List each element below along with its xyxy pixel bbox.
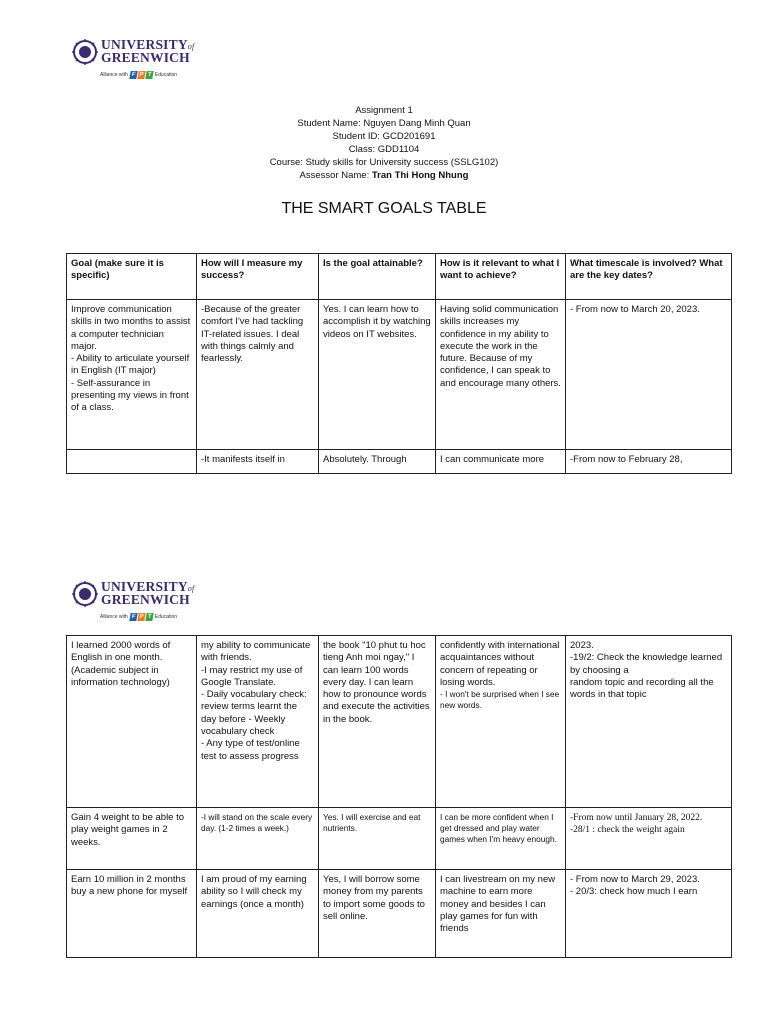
header-attainable: Is the goal attainable? [319,254,436,300]
logo-greenwich: GREENWICH [101,50,190,65]
logo-alliance: Alliance with F P T Education [100,614,178,620]
fpt-logo-icon: F P T [130,614,152,620]
table-cell [67,450,197,474]
class-line: Class: GDD1104 [348,144,420,155]
table-cell: Yes, I will borrow some money from my parents to import some goods to sell online. [319,870,436,958]
header-relevant: How is it relevant to what I want to achieve? [436,254,566,300]
table-cell: Improve communication skills in two months to assist a computer technician major. - Ability to articulate yourself in English (IT major) - Self-assurance in presenting my views in front of a class. [67,300,197,450]
table-cell: I learned 2000 words of English in one month. (Academic subject in information technology) [67,636,197,808]
table-cell: -I will stand on the scale every day. (1-2 times a week.) [197,808,319,870]
smart-goals-table-page2 [66,635,732,958]
table-cell: -It manifests itself in [197,450,319,474]
table-cell: Yes. I will exercise and eat nutrients. [319,808,436,870]
table-cell: my ability to communicate with friends. -I may restrict my use of Google Translate. - Daily vocabulary check: review terms learnt the day before - Weekly vocabulary check - Any type of test/online test to assess progress [197,636,319,808]
table-cell: Having solid communication skills increases my confidence in my ability to execute the work in the future. Because of my confidence, I can speak to and encourage many others. [436,300,566,450]
table-cell: Earn 10 million in 2 months buy a new phone for myself [67,870,197,958]
header-measure: How will I measure my success? [197,254,319,300]
course-line: Course: Study skills for University success (SSLG102) [269,157,499,168]
document-header [0,104,768,182]
table-header-row [67,254,732,300]
table-row [67,450,732,474]
table-cell: I am proud of my earning ability so I will check my earnings (once a month) [197,870,319,958]
table-cell: - From now to March 29, 2023. - 20/3: check how much I earn [566,870,732,958]
table-cell: -Because of the greater comfort I've had tackling IT-related issues. I deal with things calmly and fearlessly. [197,300,319,450]
table-row [67,300,732,450]
table-row [67,808,732,870]
cell-note: - I won't be surprised when I see new words. [440,689,560,711]
logo-alliance: Alliance with F P T Education [100,72,178,78]
university-logo [72,38,202,88]
smart-goals-table-page1 [66,253,732,474]
university-logo [72,580,202,630]
crest-icon [72,38,98,68]
crest-icon [72,580,98,610]
table-cell: Yes. I can learn how to accomplish it by watching videos on IT websites. [319,300,436,450]
student-id-line: Student ID: GCD201691 [332,131,436,142]
table-cell: - From now to March 20, 2023. [566,300,732,450]
student-name-line: Student Name: Nguyen Dang Minh Quan [297,118,471,129]
header-timescale: What timescale is involved? What are the key dates? [566,254,732,300]
header-goal: Goal (make sure it is specific) [67,254,197,300]
logo-greenwich: GREENWICH [101,592,190,607]
table-cell: I can be more confident when I get dressed and play water games when I'm heavy enough. [436,808,566,870]
cell-text: confidently with international acquaintances without concern of repeating or losing words. [440,640,560,688]
table-cell [436,636,566,808]
table-cell: -From now to February 28, [566,450,732,474]
assignment-line: Assignment 1 [355,105,413,116]
logo-university: UNIVERSITYof [101,37,195,52]
logo-university: UNIVERSITYof [101,579,195,594]
assessor-line: Assessor Name: Tran Thi Hong Nhung [299,170,469,181]
table-cell: the book "10 phut tu hoc tieng Anh moi ngay," I can learn 100 words every day. I can learn how to pronounce words and execute the activities in the book. [319,636,436,808]
page-title: THE SMART GOALS TABLE [281,200,487,217]
table-cell: Absolutely. Through [319,450,436,474]
table-cell: I can livestream on my new machine to earn more money and besides I can play games for fun with friends [436,870,566,958]
table-cell: I can communicate more [436,450,566,474]
table-cell: 2023. -19/2: Check the knowledge learned by choosing a random topic and recording all the words in that topic [566,636,732,808]
fpt-logo-icon: F P T [130,72,152,78]
table-cell: -From now until January 28, 2022. -28/1 : check the weight again [566,808,732,870]
table-row [67,870,732,958]
table-row [67,636,732,808]
table-cell: Gain 4 weight to be able to play weight games in 2 weeks. [67,808,197,870]
